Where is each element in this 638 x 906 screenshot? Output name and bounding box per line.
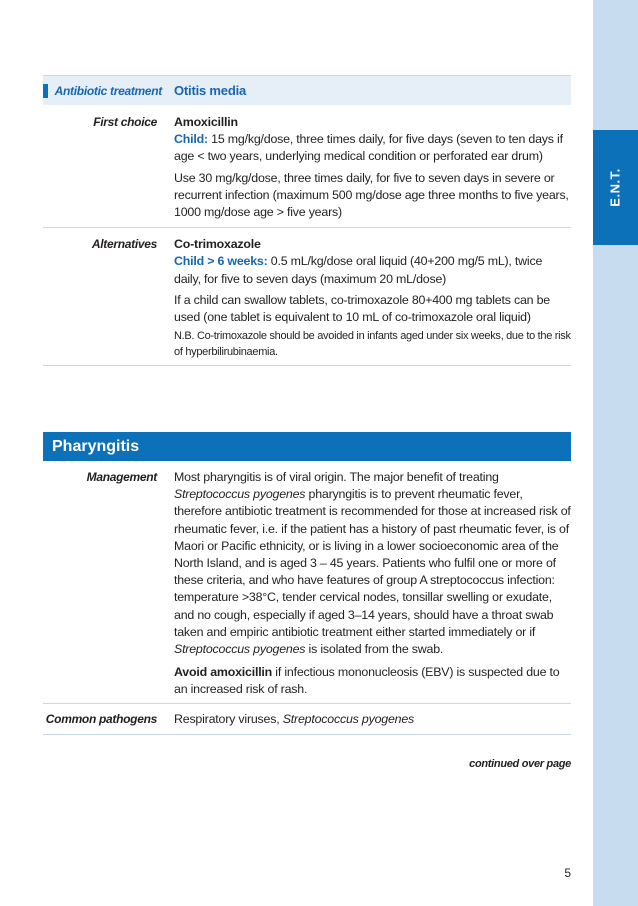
alternatives-row xyxy=(43,228,571,366)
pharyngitis-table xyxy=(43,432,571,735)
avoid-note xyxy=(174,664,571,698)
otitis-header-row xyxy=(43,75,571,105)
management-row xyxy=(43,461,571,704)
child-dose-text: 15 mg/kg/dose, three times daily, for five days (seven to ten days if age < two years, underlying medical condition or perforated ear drum) xyxy=(174,132,563,164)
alternatives-content xyxy=(167,236,571,360)
alt-drug-name: Co-trimoxazole xyxy=(174,237,261,252)
section-tab-label: E.N.T. xyxy=(608,168,623,207)
header-title: Otitis media xyxy=(174,82,247,98)
first-choice-label: First choice xyxy=(93,115,157,129)
pathogens-content xyxy=(167,711,571,728)
alt-child-dose xyxy=(174,253,571,287)
nb-note: N.B. Co-trimoxazole should be avoided in infants aged under six weeks, due to the risk of hyperbilirubinaemia. xyxy=(174,330,571,358)
pathogens-organism: Streptococcus pyogenes xyxy=(282,711,415,726)
mgmt-organism-2: Streptococcus pyogenes xyxy=(174,642,306,657)
pathogens-text: Respiratory viruses, xyxy=(174,711,283,726)
mgmt-text-2: pharyngitis is to prevent rheumatic fever, therefore antibiotic treatment is recommended for those at increased risk of rheumatic fever, i.e. if the patient has a history of past rheumatic fever, is of Maori or Pacific ethnicity, or is living in a lower socioeconomic area of the North Island, and is aged 3 – 45 years. Patients who fulfil one or more of these criteria, and who have features of group A streptococcus infection: temperature >38°C, tender cervical nodes, tonsillar swelling or exudate, and no cough, especially if aged 3–14 years, should have a throat swab taken and empiric antibiotic treatment either started immediately or if xyxy=(174,487,571,639)
pathogens-label: Common pathogens xyxy=(45,711,157,726)
page-number: 5 xyxy=(564,866,571,880)
avoid-bold: Avoid amoxicillin xyxy=(174,665,273,680)
management-text xyxy=(174,469,571,658)
otitis-table xyxy=(43,75,571,366)
mgmt-text-3: is isolated from the swab. xyxy=(305,642,444,657)
section-tab-ent[interactable] xyxy=(593,130,638,245)
first-choice-row xyxy=(43,105,571,228)
drug-name: Amoxicillin xyxy=(174,115,238,129)
child-dose xyxy=(174,131,571,165)
severe-dose: Use 30 mg/kg/dose, three times daily, for five to seven days in severe or recurrent infection (maximum 500 mg/dose age three months to five years, 1000 mg/dose age > five years) xyxy=(174,170,569,220)
first-choice-content xyxy=(167,114,571,221)
alternatives-label: Alternatives xyxy=(91,237,157,252)
alt-child-label: Child > 6 weeks: xyxy=(174,254,268,269)
continued-note: continued over page xyxy=(469,758,571,770)
management-label: Management xyxy=(86,470,157,484)
management-content xyxy=(167,469,571,699)
header-label: Antibiotic treatment xyxy=(43,84,167,98)
mgmt-text-1: Most pharyngitis is of viral origin. The major benefit of treating xyxy=(174,470,499,484)
mgmt-organism-1: Streptococcus pyogenes xyxy=(174,487,306,502)
alt-child-dose-text: 0.5 mL/kg/dose oral liquid (40+200 mg/5 mL), twice daily, for five to seven days (maximum 20 mL/dose) xyxy=(174,254,543,286)
child-label: Child: xyxy=(174,132,208,147)
avoid-text: if infectious mononucleosis (EBV) is suspected due to an increased risk of rash. xyxy=(174,665,560,697)
pathogens-row xyxy=(43,704,571,735)
tablet-note: If a child can swallow tablets, co-trimoxazole 80+400 mg tablets can be used (one tablet is equivalent to 10 mL of co-trimoxazole oral liquid) xyxy=(174,292,550,325)
pharyngitis-title: Pharyngitis xyxy=(43,432,571,461)
